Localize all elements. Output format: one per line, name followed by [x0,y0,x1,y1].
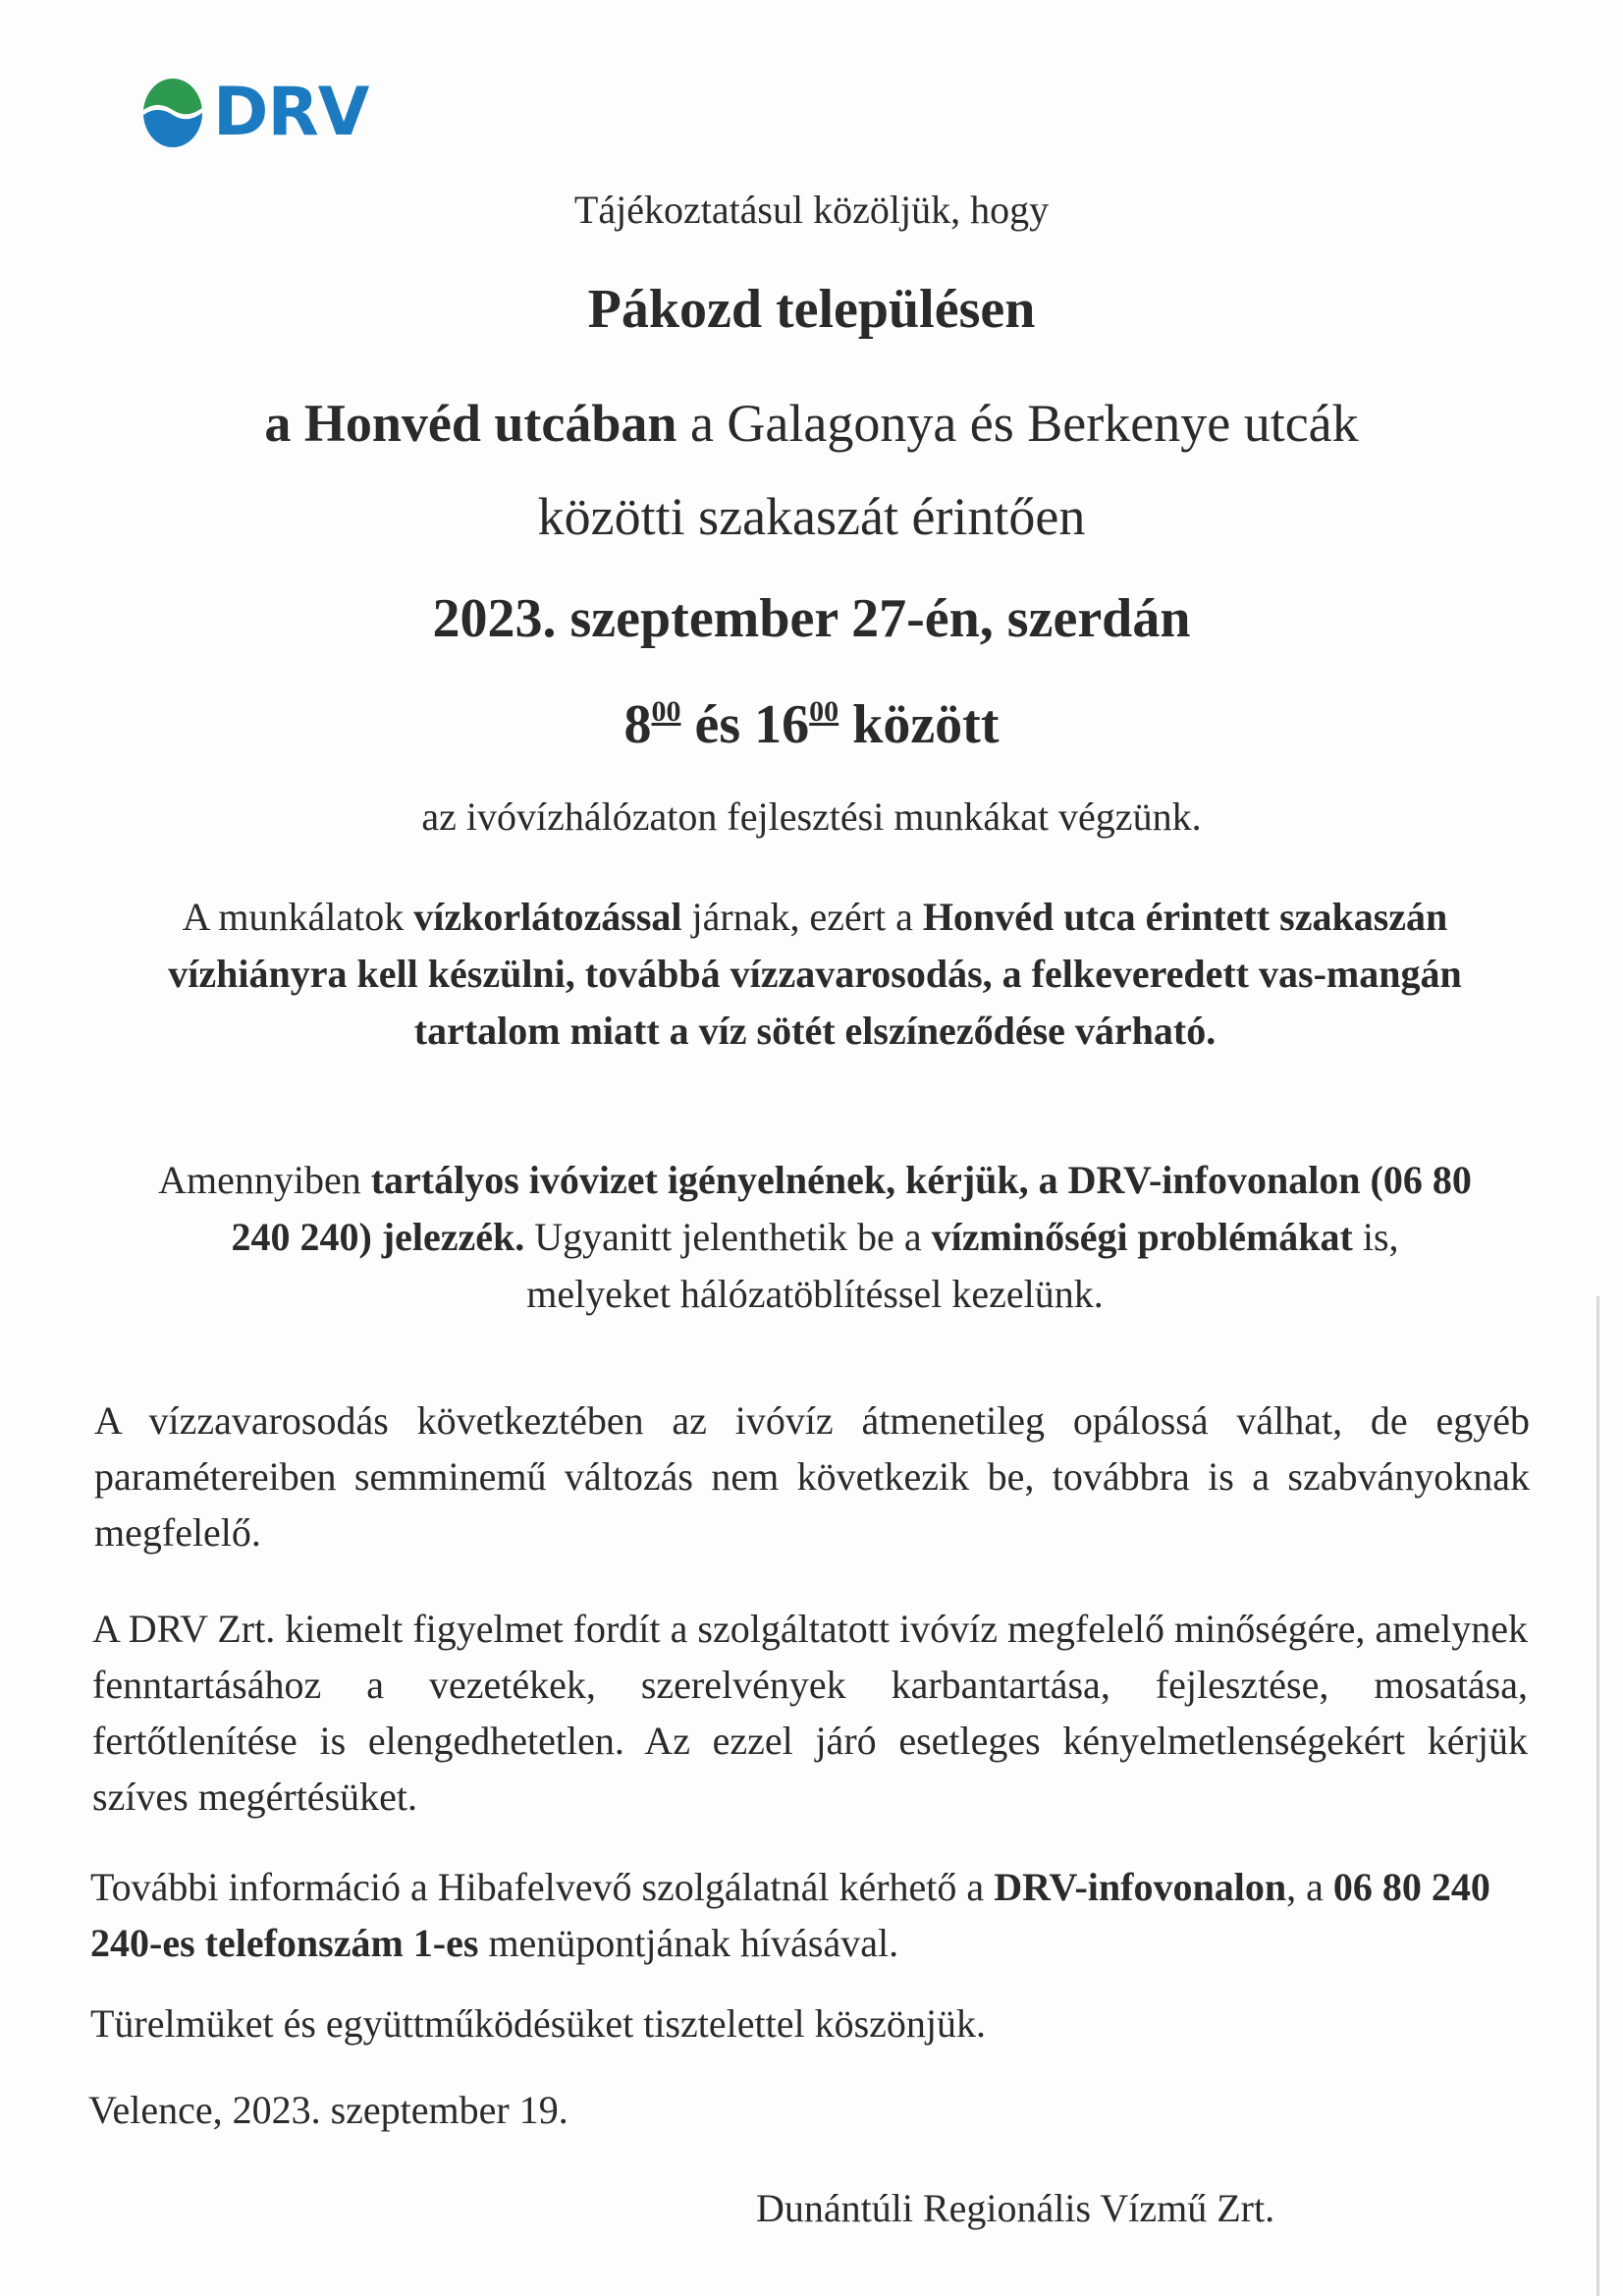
p5-text-2: , a [1286,1865,1333,1909]
thanks-text: Türelmüket és együttműködésüket tisztelettel köszönjük. [90,2001,987,2046]
p5-text-3: menüpontjának hívásával. [478,1921,899,1965]
street-bold: a Honvéd utcában [264,394,677,453]
paragraph-quality [92,1601,1528,1825]
scan-edge-line [1596,1296,1599,2296]
p2-text-2: Ugyanitt jelenthetik be a [524,1215,932,1259]
p2-bold-2: vízminőségi problémákat [931,1215,1353,1259]
water-drop-logo-icon [142,78,203,148]
p3-text: A vízzavarosodás következtében az ivóvíz átmenetileg opálossá válhat, de egyéb paramétereiben semminemű változás nem következik be, továbbra is a szabványoknak megfelelő. [94,1398,1530,1555]
start-hour: 8 [623,694,652,755]
paragraph-tank-water [157,1152,1473,1323]
drv-logo [142,69,398,157]
headline-street [0,393,1623,454]
logo-text: DRV [213,74,369,151]
headline-time [0,693,1623,756]
p5-bold-2: 06 80 240 240-es telefonszám 1-es [90,1865,1490,1965]
p4-text: A DRV Zrt. kiemelt figyelmet fordít a szolgáltatott ivóvíz megfelelő minőségére, amelynek fenntartásához a vezetékek, szerelvények karbantartása, fejlesztése, mosatása, fertőtlenítése is elengedhetetlen. Az ezzel járó esetleges kényelmetlenségekért kérjük szíves megértésüket. [92,1607,1528,1819]
time-end: között [839,694,1000,755]
p1-text-1: A munkálatok [182,895,414,939]
time-mid: és [680,694,755,755]
street-rest: a Galagonya és Berkenye utcák [676,394,1359,453]
headline-place: Pákozd településen [587,279,1036,340]
p5-bold-1: DRV-infovonalon [994,1865,1287,1909]
p5-text-1: További információ a Hibafelvevő szolgálatnál kérhető a [90,1865,995,1909]
p2-bold-1: tartályos ivóvizet igényelnének, kérjük, a DRV-infovonalon (06 80 240 240) jelezzék. [231,1158,1472,1259]
end-min: 00 [809,695,839,728]
p1-bold-1: vízkorlátozással [413,895,682,939]
headline-work: az ivóvízhálózaton fejlesztési munkákat végzünk. [421,794,1202,839]
paragraph-turbidity [94,1393,1530,1560]
end-hour: 16 [754,694,810,755]
start-min: 00 [651,695,681,728]
paragraph-restriction [147,889,1483,1060]
signature: Dunántúli Regionális Vízmű Zrt. [756,2186,1275,2230]
p1-text-2: járnak, ezért a [681,895,923,939]
p1-bold-2: Honvéd utca érintett szakaszán vízhiányra kell készülni, továbbá vízzavarosodás, a felkeveredett vas-mangán tartalom miatt a víz sötét elszíneződése várható. [168,895,1462,1053]
intro-text: Tájékoztatásul közöljük, hogy [573,188,1050,232]
paragraph-more-info [90,1859,1534,1971]
p2-text-1: Amennyiben [158,1158,371,1202]
headline-section: közötti szakaszát érintően [537,487,1086,546]
headline-date: 2023. szeptember 27-én, szerdán [432,588,1191,649]
place-date: Velence, 2023. szeptember 19. [88,2088,568,2132]
p2-text-3: is, melyeket hálózatöblítéssel kezelünk. [526,1215,1399,1316]
